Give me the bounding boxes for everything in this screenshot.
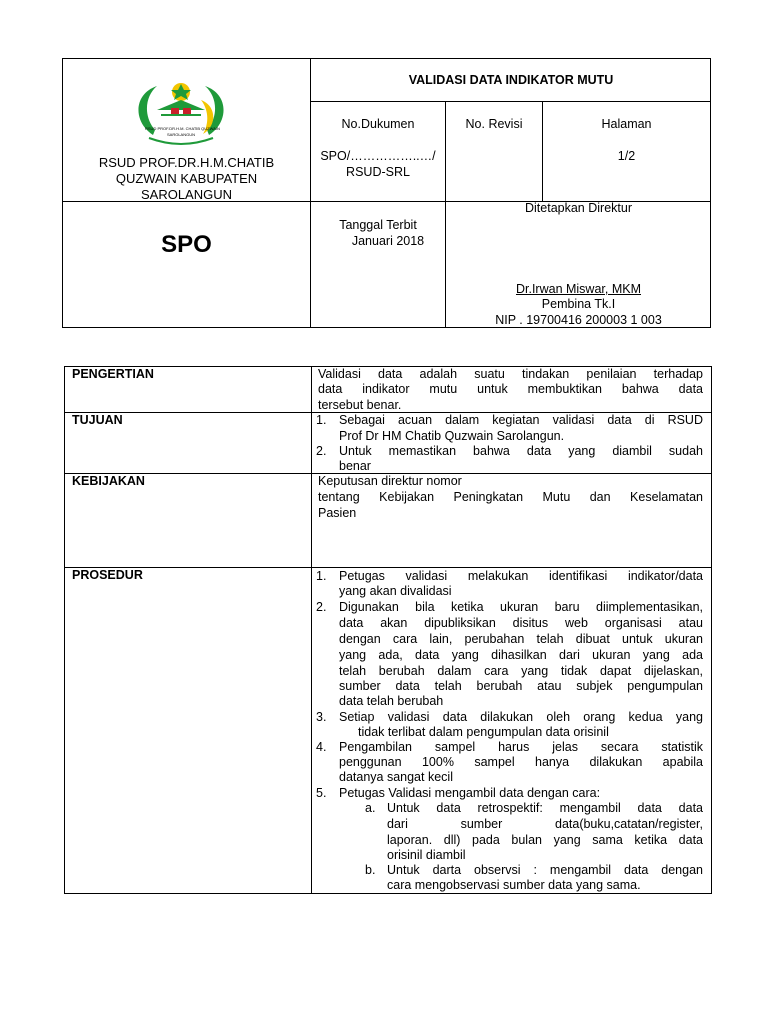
no-dokumen-value-2: RSUD-SRL [346,165,410,179]
prosedur-4-line-2: penggunan 100% sampel hanya dilakukan apabila [339,755,703,769]
prosedur-sub-a-line-3: laporan. dll) pada bulan yang sama ketika data [387,833,703,847]
prosedur-sub-a-line-1: Untuk data retrospektif: mengambil data data [387,801,703,815]
kebijakan-line-2: tentang Kebijakan Peningkatan Mutu dan Keselamatan [318,490,703,504]
prosedur-num-4: 4. [316,740,327,754]
logo-text-top: RSUD PROF.DR.H.M. CHATIB QUZWAIN [145,126,220,131]
prosedur-4-line-3: datanya sangat kecil [339,770,453,784]
hospital-logo [131,80,231,150]
kebijakan-label: KEBIJAKAN [72,474,145,488]
prosedur-3-line-2: tidak terlibat dalam pengumpulan data orisinil [358,725,609,739]
tujuan-num-1: 1. [316,413,327,427]
prosedur-2-line-5: telah berubah dalam cara yang tidak dapat dijelaskan, [339,664,703,678]
prosedur-num-2: 2. [316,600,327,614]
prosedur-sub-a-line-2: dari sumber data(buku,catatan/register, [387,817,703,831]
prosedur-2-line-2: data akan dipubliksikan disitus web organisasi atau [339,616,703,630]
org-name-line-2: QUZWAIN KABUPATEN [115,171,258,186]
org-name-line-3: SAROLANGUN [140,187,233,202]
prosedur-sub-a-line-4: orisinil diambil [387,848,466,862]
pengertian-label: PENGERTIAN [72,367,154,381]
prosedur-sub-a-num: a. [365,801,376,815]
prosedur-1-line-1: Petugas validasi melakukan identifikasi indikator/data [339,569,703,583]
halaman-value: 1/2 [617,149,636,163]
tujuan-1-line-2: Prof Dr HM Chatib Quzwain Sarolangun. [339,429,565,443]
no-dokumen-label: No.Dukumen [341,117,415,131]
director-rank: Pembina Tk.I [541,297,616,311]
prosedur-label: PROSEDUR [72,568,143,582]
tujuan-num-2: 2. [316,444,327,458]
no-revisi-label: No. Revisi [465,117,523,131]
prosedur-2-line-6: sumber data telah berubah atau subjek pengumpulan [339,679,703,693]
prosedur-4-line-1: Pengambilan sampel harus jelas secara statistik [339,740,703,754]
spo-label: SPO [161,231,212,258]
kebijakan-line-1: Keputusan direktur nomor [318,474,462,488]
prosedur-sub-b-line-2: cara mengobservasi sumber data yang sama. [387,878,641,892]
tanggal-terbit-label: Tanggal Terbit [339,218,417,232]
director-nip: NIP . 19700416 200003 1 003 [495,313,662,327]
org-name-line-1: RSUD PROF.DR.H.M.CHATIB [98,155,275,170]
prosedur-2-line-1: Digunakan bila ketika ukuran baru diimplementasikan, [339,600,703,614]
prosedur-2-line-4: yang ada, data yang dihasilkan dari ukuran yang ada [339,648,703,662]
prosedur-num-1: 1. [316,569,327,583]
prosedur-num-3: 3. [316,710,327,724]
tujuan-label: TUJUAN [72,413,123,427]
pengertian-line-1: Validasi data adalah suatu tindakan penilaian terhadap [318,367,703,381]
prosedur-3-line-1: Setiap validasi data dilakukan oleh orang kedua yang [339,710,703,724]
tanggal-terbit-value: Januari 2018 [351,234,425,248]
halaman-label: Halaman [601,117,652,131]
kebijakan-line-3: Pasien [318,506,357,520]
ditetapkan-label: Ditetapkan Direktur [525,201,632,215]
prosedur-2-line-3: dengan cara lain, perubahan telah dibuat untuk ukuran [339,632,703,646]
no-dokumen-value-1: SPO/……………..…/ [320,149,436,163]
pengertian-line-3: tersebut benar. [318,398,402,412]
prosedur-sub-b-line-1: Untuk darta observsi : mengambil data dengan [387,863,703,877]
prosedur-5-line-1: Petugas Validasi mengambil data dengan cara: [339,786,601,800]
prosedur-sub-b-num: b. [365,863,376,877]
prosedur-2-line-7: data telah berubah [339,694,444,708]
document-title: VALIDASI DATA INDIKATOR MUTU [408,73,614,87]
logo-text-bottom: SAROLANGUN [166,132,195,137]
tujuan-2-line-1: Untuk memastikan bahwa data yang diambil sudah [339,444,703,458]
director-name: Dr.Irwan Miswar, MKM [515,282,641,296]
prosedur-num-5: 5. [316,786,327,800]
pengertian-line-2: data indikator mutu untuk membuktikan bahwa data [318,382,703,396]
tujuan-1-line-1: Sebagai acuan dalam kegiatan validasi data di RSUD [339,413,703,427]
tujuan-2-line-2: benar [339,459,371,473]
prosedur-1-line-2: yang akan divalidasi [339,584,452,598]
